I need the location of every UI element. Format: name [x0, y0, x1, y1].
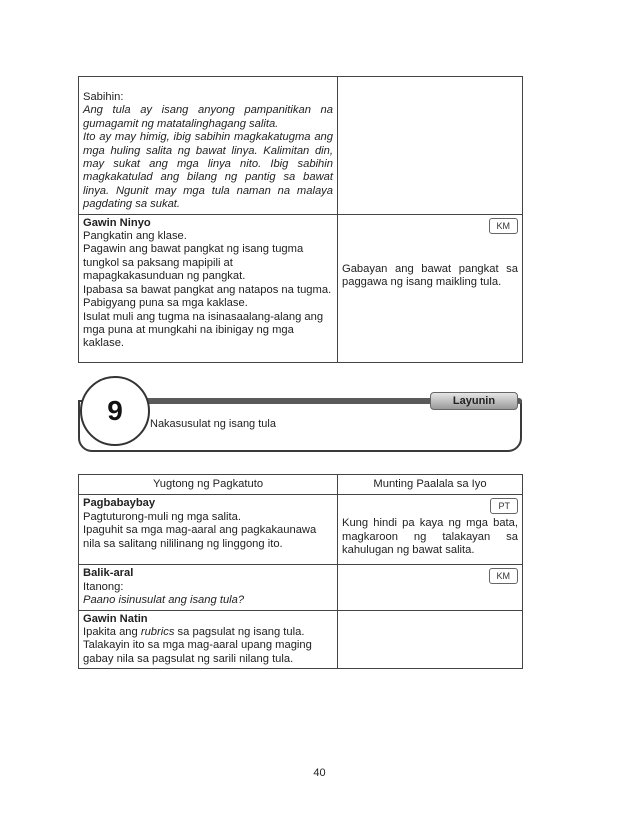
objective-banner [78, 370, 522, 452]
lesson-table-top [78, 76, 523, 363]
activity-line: Talakayin ito sa mga mag-aaral upang maging gabay nila sa pagsulat ng sarili nilang tula. [83, 639, 312, 665]
instruction-cell [79, 565, 338, 610]
table-row [79, 565, 523, 610]
column-header: Yugtong ng Pagkatuto [79, 475, 338, 495]
rubrics-term: rubrics [140, 626, 175, 639]
km-badge: KM [489, 218, 519, 234]
sabihin-label: Sabihin: [83, 91, 124, 103]
pt-badge: PT [490, 498, 518, 514]
activity-line: Pagawin ang bawat pangkat ng isang tugma tungkol sa paksang mapipili at mapagkakasunduan ng pangkat. [83, 243, 304, 283]
activity-line: Ipabasa sa bawat pangkat ang natapos na tugma. [83, 283, 332, 296]
teacher-note: Gabayan ang bawat pangkat sa paggawa ng isang maikling tula. [342, 262, 518, 289]
note-cell [338, 214, 523, 362]
activity-heading: Gawin Natin [83, 612, 148, 625]
table-row [79, 495, 523, 565]
table-header-row [79, 475, 523, 495]
layunin-tab: Layunin [430, 392, 518, 410]
activity-line: Pagtuturong-muli ng mga salita. [83, 510, 241, 523]
teacher-note: Kung hindi pa kaya ng mga bata, magkaroon ng talakayan sa kahulugan ng bawat salita. [342, 517, 518, 557]
note-cell [338, 495, 523, 565]
activity-line: Itanong: [83, 580, 124, 593]
tula-description: Ito ay may himig, ibig sabihin magkakatugma ang mga huling salita ng bawat linya. Kalimitan din, may sukat ang mga linya nito. Ibig sabihin magkakatulad ang bilang ng pantig sa bawat linya. Ngunit may mga tula naman na malaya pagdating sa sukat. [83, 131, 333, 211]
tula-definition: Ang tula ay isang anyong pampanitikan na gumagamit ng matatalinghagang salita. [83, 104, 333, 130]
instruction-cell [79, 610, 338, 669]
instruction-cell [79, 495, 338, 565]
activity-heading: Gawin Ninyo [83, 216, 151, 229]
line-text: Ipakita ang [83, 626, 141, 639]
note-cell [338, 610, 523, 669]
objective-text: Nakasusulat ng isang tula [150, 418, 276, 430]
activity-line: Ipaguhit sa mga mag-aaral ang pagkakaunawa nila sa salitang nililinang ng linggong ito. [83, 524, 317, 550]
activity-question: Paano isinusulat ang isang tula? [83, 594, 245, 607]
table-row [79, 610, 523, 669]
note-cell [338, 77, 523, 215]
km-badge: KM [489, 568, 519, 584]
page-number: 40 [313, 767, 326, 779]
activity-line: Isulat muli ang tugma na isinasaalang-alang ang mga puna at mungkahi na ibinigay ng mga kaklase. [83, 310, 324, 350]
objective-number-circle: 9 [80, 376, 150, 446]
table-row [79, 77, 523, 215]
activity-line: Pangkatin ang klase. [83, 230, 187, 243]
activity-heading: Balik-aral [83, 567, 134, 580]
activity-heading: Pagbabaybay [83, 497, 156, 510]
note-cell [338, 565, 523, 610]
instruction-cell [79, 214, 338, 362]
line-text: sa pagsulat ng isang tula. [174, 626, 305, 639]
lesson-table-bottom [78, 474, 523, 669]
activity-line [83, 626, 333, 639]
activity-line: Pabigyang puna sa mga kaklase. [83, 297, 248, 310]
column-header: Munting Paalala sa Iyo [338, 475, 523, 495]
instruction-cell [79, 77, 338, 215]
table-row [79, 214, 523, 362]
